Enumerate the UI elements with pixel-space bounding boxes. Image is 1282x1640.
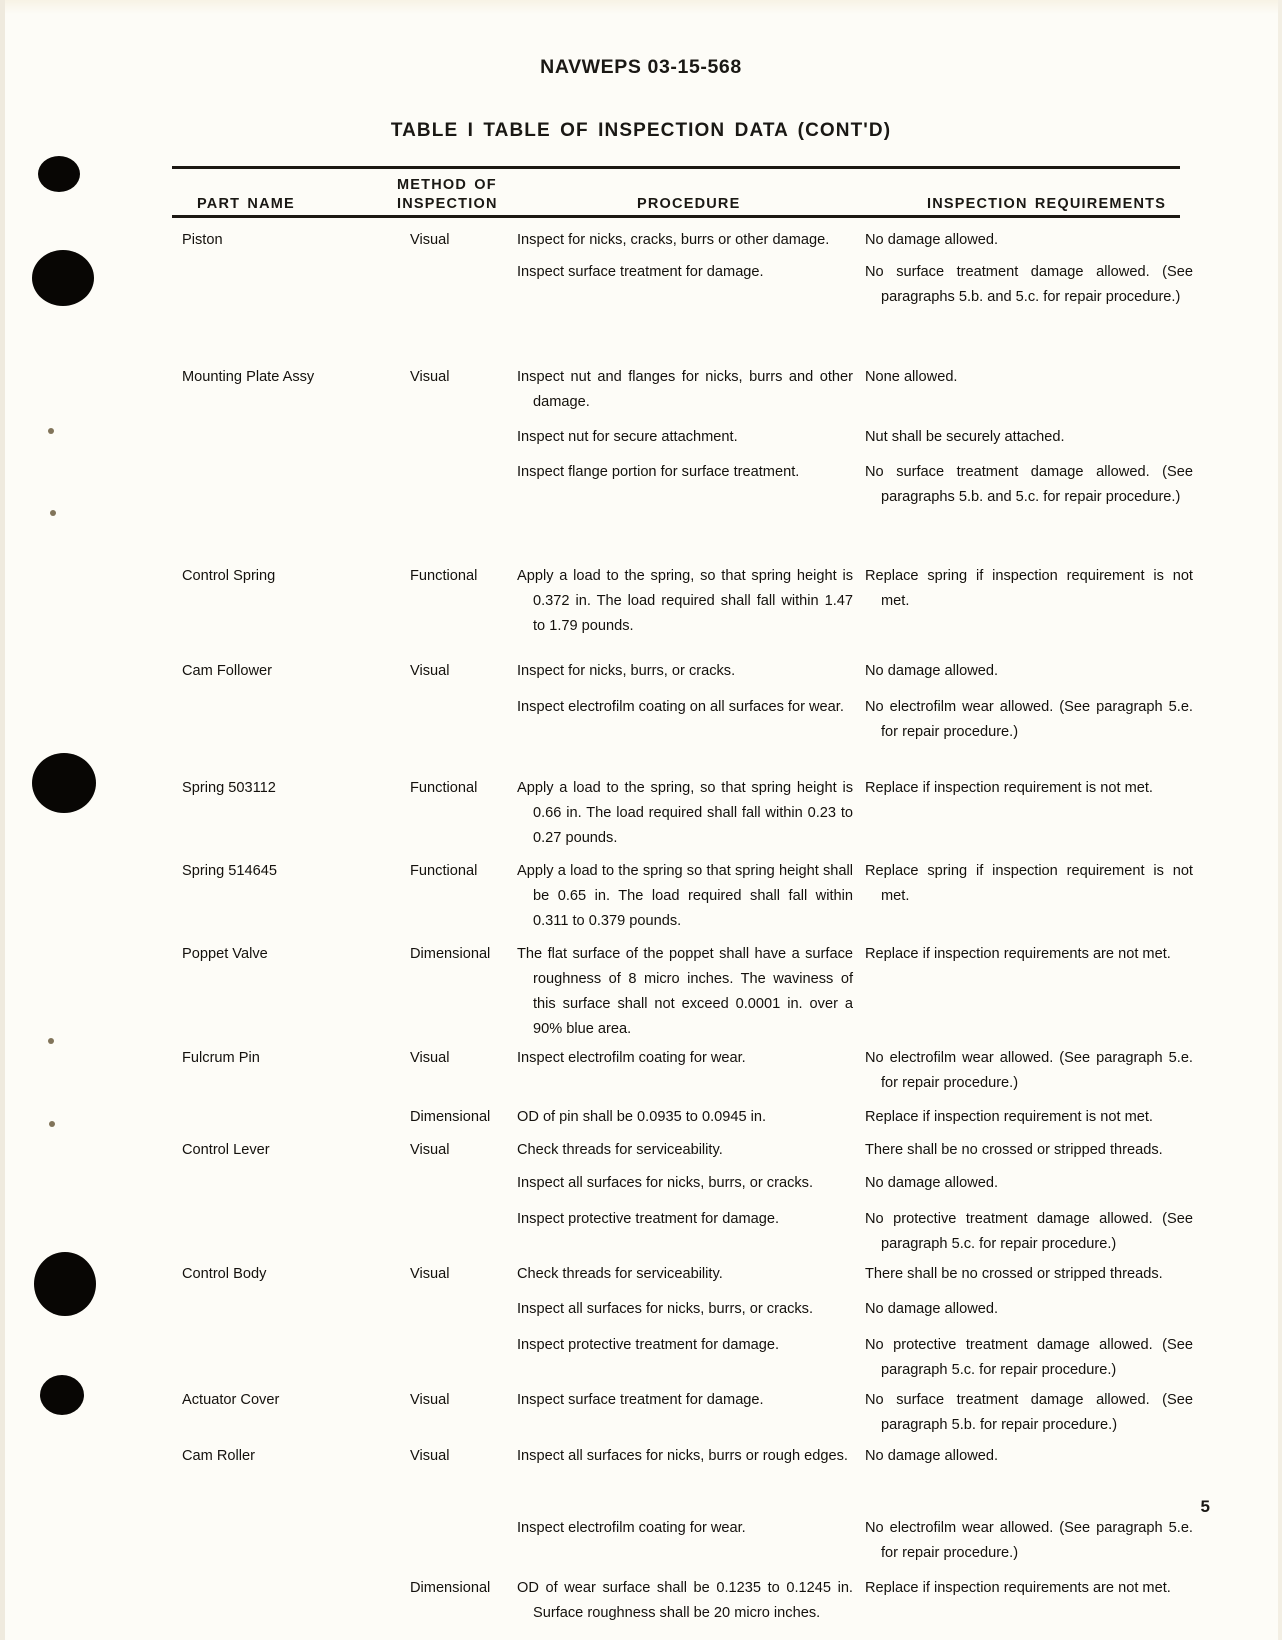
table-row bbox=[172, 1333, 1193, 1388]
cell-requirement: No damage allowed. bbox=[865, 1301, 999, 1317]
cell-part_name: Fulcrum Pin bbox=[182, 1050, 260, 1066]
cell-procedure: Inspect all surfaces for nicks, burrs, or cracks. bbox=[517, 1301, 814, 1317]
cell-procedure: The flat surface of the poppet shall have a surface roughness of 8 micro inches. The waviness of this surface shall not exceed 0.0001 in. over a 90% blue area. bbox=[517, 946, 853, 1037]
cell-part_name: Mounting Plate Assy bbox=[182, 369, 315, 385]
cell-requirement: No surface treatment damage allowed. (See paragraphs 5.b. and 5.c. for repair procedure.) bbox=[865, 464, 1193, 505]
table-row bbox=[172, 1046, 1193, 1105]
cell-procedure: Inspect for nicks, cracks, burrs or other damage. bbox=[517, 232, 830, 248]
table-row bbox=[172, 564, 1193, 659]
cell-method: Visual bbox=[410, 232, 450, 248]
table-row bbox=[172, 1207, 1193, 1262]
cell-part_name: Control Lever bbox=[182, 1142, 270, 1158]
table-header-bottom-rule bbox=[172, 215, 1180, 218]
cell-part_name: Piston bbox=[182, 232, 223, 248]
cell-requirement: Replace if inspection requirement is not met. bbox=[865, 1109, 1153, 1125]
scan-right-edge-artifact bbox=[1278, 0, 1282, 1640]
document-number: NAVWEPS 03-15-568 bbox=[540, 56, 742, 78]
cell-method: Functional bbox=[410, 568, 478, 584]
punch-hole-mark bbox=[40, 1375, 84, 1415]
table-row bbox=[172, 942, 1180, 1046]
table-header-row bbox=[172, 172, 1180, 214]
punch-hole-mark bbox=[34, 1252, 96, 1316]
scan-speck bbox=[48, 428, 54, 434]
cell-method: Functional bbox=[410, 780, 478, 796]
table-row bbox=[172, 1516, 1193, 1576]
table-row bbox=[172, 1262, 1180, 1297]
cell-requirement: No damage allowed. bbox=[865, 1175, 999, 1191]
cell-procedure: Inspect nut and flanges for nicks, burrs and other damage. bbox=[517, 369, 853, 410]
cell-procedure: Check threads for serviceability. bbox=[517, 1142, 723, 1158]
cell-procedure: Inspect electrofilm coating on all surfaces for wear. bbox=[517, 699, 844, 715]
cell-procedure: Inspect nut for secure attachment. bbox=[517, 429, 738, 445]
table-row bbox=[172, 1171, 1180, 1207]
table-row bbox=[172, 859, 1193, 942]
cell-procedure: Inspect flange portion for surface treatment. bbox=[517, 464, 800, 480]
cell-procedure: Inspect all surfaces for nicks, burrs, or cracks. bbox=[517, 1175, 814, 1191]
cell-method: Visual bbox=[410, 369, 450, 385]
cell-part_name: Actuator Cover bbox=[182, 1392, 280, 1408]
table-row bbox=[172, 1297, 1180, 1333]
cell-requirement: There shall be no crossed or stripped threads. bbox=[865, 1266, 1163, 1282]
cell-procedure: Inspect protective treatment for damage. bbox=[517, 1337, 780, 1353]
cell-procedure: Apply a load to the spring, so that spring height is 0.66 in. The load required shall fall within 0.23 to 0.27 pounds. bbox=[517, 780, 853, 846]
table-row bbox=[172, 260, 1193, 365]
cell-method: Visual bbox=[410, 663, 450, 679]
cell-procedure: Inspect surface treatment for damage. bbox=[517, 1392, 764, 1408]
table-row bbox=[172, 659, 1180, 695]
cell-requirement: No protective treatment damage allowed. (See paragraph 5.c. for repair procedure.) bbox=[865, 1337, 1193, 1378]
column-header-method-line2: INSPECTION bbox=[397, 196, 498, 212]
punch-hole-mark bbox=[38, 156, 80, 192]
table-row bbox=[172, 365, 1180, 425]
cell-procedure: Inspect for nicks, burrs, or cracks. bbox=[517, 663, 736, 679]
cell-procedure: Inspect electrofilm coating for wear. bbox=[517, 1050, 746, 1066]
cell-requirement: No surface treatment damage allowed. (See paragraphs 5.b. and 5.c. for repair procedure.) bbox=[865, 264, 1193, 305]
cell-requirement: No protective treatment damage allowed. (See paragraph 5.c. for repair procedure.) bbox=[865, 1211, 1193, 1252]
scan-speck bbox=[50, 510, 56, 516]
cell-requirement: No electrofilm wear allowed. (See paragraph 5.e. for repair procedure.) bbox=[865, 699, 1193, 740]
cell-method: Visual bbox=[410, 1266, 450, 1282]
table-row bbox=[172, 1138, 1180, 1171]
cell-procedure: Inspect all surfaces for nicks, burrs or rough edges. bbox=[517, 1448, 848, 1464]
table-row bbox=[172, 1576, 1180, 1640]
cell-requirement: No damage allowed. bbox=[865, 232, 999, 248]
cell-part_name: Control Spring bbox=[182, 568, 276, 584]
cell-procedure: Apply a load to the spring so that spring height shall be 0.65 in. The load required shall fall within 0.311 to 0.379 pounds. bbox=[517, 863, 853, 929]
cell-requirement: Replace if inspection requirement is not met. bbox=[865, 780, 1153, 796]
table-row bbox=[172, 228, 1180, 260]
column-header-part-name: PART NAME bbox=[197, 196, 295, 212]
page-number: 5 bbox=[1200, 1497, 1210, 1516]
table-row bbox=[172, 460, 1193, 564]
table-row bbox=[172, 1444, 1180, 1516]
cell-requirement: Replace spring if inspection requirement is not met. bbox=[865, 863, 1193, 904]
scan-top-edge-artifact bbox=[0, 0, 1282, 14]
scan-speck bbox=[49, 1121, 55, 1127]
cell-method: Dimensional bbox=[410, 1580, 491, 1596]
cell-procedure: OD of wear surface shall be 0.1235 to 0.1245 in. Surface roughness shall be 20 micro inches. bbox=[517, 1580, 853, 1621]
cell-requirement: No damage allowed. bbox=[865, 663, 999, 679]
cell-requirement: Replace spring if inspection requirement is not met. bbox=[865, 568, 1193, 609]
cell-procedure: OD of pin shall be 0.0935 to 0.0945 in. bbox=[517, 1109, 767, 1125]
cell-method: Dimensional bbox=[410, 946, 491, 962]
cell-requirement: No electrofilm wear allowed. (See paragraph 5.e. for repair procedure.) bbox=[865, 1050, 1193, 1091]
table-row bbox=[172, 1105, 1180, 1138]
table-row bbox=[172, 695, 1193, 776]
cell-method: Visual bbox=[410, 1142, 450, 1158]
cell-requirement: None allowed. bbox=[865, 369, 958, 385]
cell-requirement: No electrofilm wear allowed. (See paragraph 5.e. for repair procedure.) bbox=[865, 1520, 1193, 1561]
table-row bbox=[172, 425, 1180, 460]
cell-method: Dimensional bbox=[410, 1109, 491, 1125]
cell-part_name: Spring 503112 bbox=[182, 780, 276, 796]
cell-requirement: There shall be no crossed or stripped threads. bbox=[865, 1142, 1163, 1158]
cell-requirement: Replace if inspection requirements are not met. bbox=[865, 1580, 1171, 1596]
cell-procedure: Inspect surface treatment for damage. bbox=[517, 264, 764, 280]
cell-requirement: Replace if inspection requirements are not met. bbox=[865, 946, 1171, 962]
table-row bbox=[172, 1388, 1193, 1444]
cell-method: Visual bbox=[410, 1050, 450, 1066]
scan-speck bbox=[48, 1038, 54, 1044]
punch-hole-mark bbox=[32, 753, 96, 813]
cell-requirement: No damage allowed. bbox=[865, 1448, 999, 1464]
cell-procedure: Apply a load to the spring, so that spring height is 0.372 in. The load required shall fall within 1.47 to 1.79 pounds. bbox=[517, 568, 853, 634]
cell-procedure: Inspect electrofilm coating for wear. bbox=[517, 1520, 746, 1536]
cell-part_name: Poppet Valve bbox=[182, 946, 268, 962]
column-header-inspection-requirements: INSPECTION REQUIREMENTS bbox=[927, 196, 1167, 212]
cell-requirement: Nut shall be securely attached. bbox=[865, 429, 1065, 445]
table-top-rule bbox=[172, 166, 1180, 169]
cell-requirement: No surface treatment damage allowed. (See paragraph 5.b. for repair procedure.) bbox=[865, 1392, 1193, 1433]
punch-hole-mark bbox=[32, 250, 94, 306]
cell-part_name: Cam Roller bbox=[182, 1448, 255, 1464]
column-header-method-line1: METHOD OF bbox=[397, 177, 497, 193]
cell-method: Visual bbox=[410, 1448, 450, 1464]
table-body bbox=[172, 228, 1193, 1640]
column-header-procedure: PROCEDURE bbox=[637, 196, 741, 212]
table-title: TABLE I TABLE OF INSPECTION DATA (CONT'D) bbox=[390, 120, 892, 141]
cell-part_name: Cam Follower bbox=[182, 663, 273, 679]
scan-left-edge-artifact bbox=[0, 0, 5, 1640]
cell-method: Visual bbox=[410, 1392, 450, 1408]
cell-part_name: Spring 514645 bbox=[182, 863, 277, 879]
table-row bbox=[172, 776, 1180, 859]
cell-procedure: Check threads for serviceability. bbox=[517, 1266, 723, 1282]
cell-part_name: Control Body bbox=[182, 1266, 267, 1282]
cell-method: Functional bbox=[410, 863, 478, 879]
cell-procedure: Inspect protective treatment for damage. bbox=[517, 1211, 780, 1227]
